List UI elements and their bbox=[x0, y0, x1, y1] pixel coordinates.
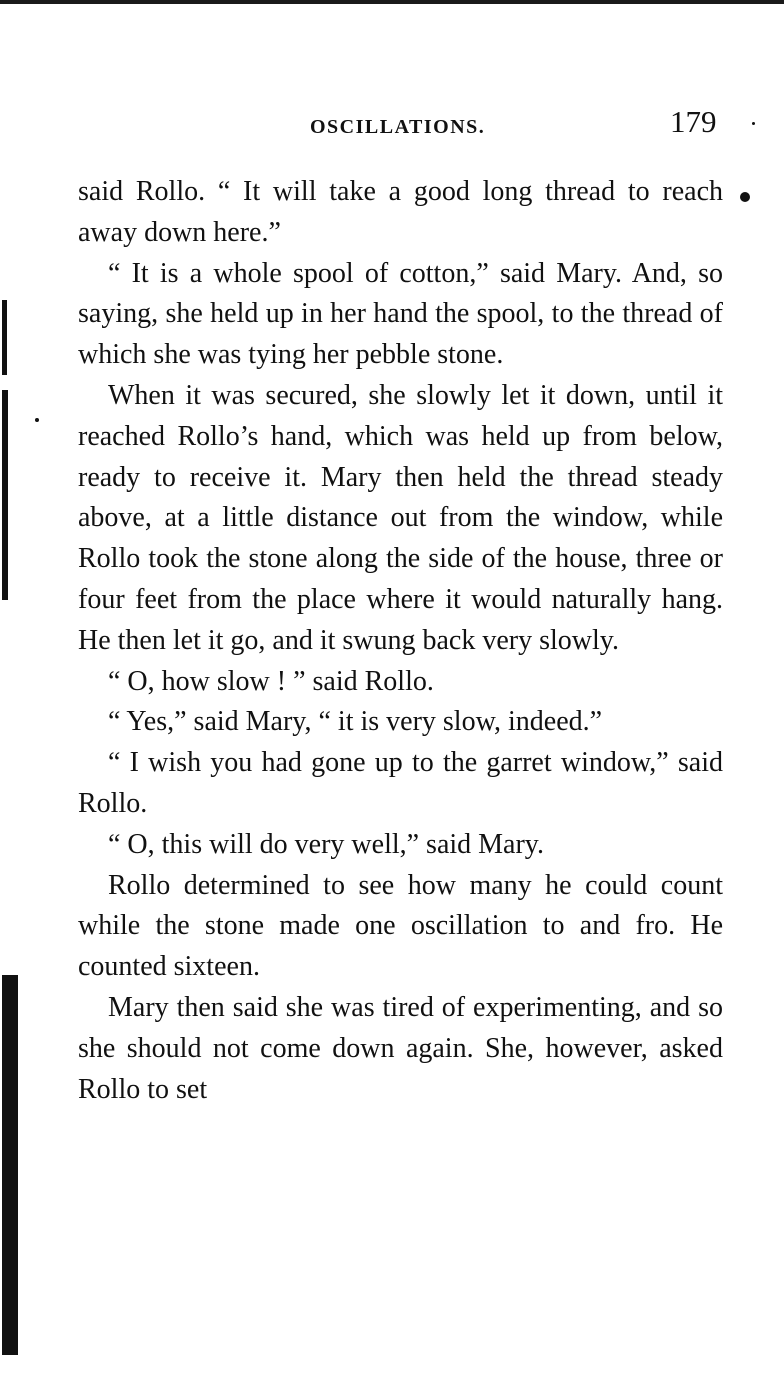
paragraph-8: Rollo determined to see how many he could count while the stone made one oscillation to and fro. He counted sixteen. bbox=[78, 869, 723, 983]
page-header bbox=[0, 104, 784, 154]
scan-edge-mark-3 bbox=[2, 975, 18, 1355]
scan-edge-mark-2 bbox=[2, 390, 8, 600]
scan-speck-1 bbox=[35, 418, 39, 422]
page-number: 179 bbox=[670, 104, 717, 139]
scan-speck-2 bbox=[740, 192, 750, 202]
scan-edge-mark-1 bbox=[2, 300, 7, 375]
page-top-edge bbox=[0, 0, 784, 4]
paragraph-3: When it was secured, she slowly let it down, until it reached Rollo’s hand, which was held up from below, ready to receive it. Mary then held the thread steady above, at a little distance out from the window, while Rollo took the stone along the side of the house, three or four feet from the place where it would naturally hang. He then let it go, and it swung back very slowly. bbox=[78, 379, 723, 656]
running-head: OSCILLATIONS. bbox=[310, 116, 486, 138]
body-text bbox=[78, 172, 723, 1110]
paragraph-1: said Rollo. “ It will take a good long thread to reach away down here.” bbox=[78, 176, 723, 248]
paragraph-9: Mary then said she was tired of experimenting, and so she should not come down again. She, however, asked Rollo to set bbox=[78, 991, 723, 1105]
paragraph-5: “ Yes,” said Mary, “ it is very slow, indeed.” bbox=[108, 706, 603, 738]
paragraph-4: “ O, how slow ! ” said Rollo. bbox=[108, 665, 434, 697]
paragraph-6: “ I wish you had gone up to the garret window,” said Rollo. bbox=[78, 747, 723, 819]
paragraph-2: “ It is a whole spool of cotton,” said Mary. And, so saying, she held up in her hand the spool, to the thread of which she was tying her pebble stone. bbox=[78, 257, 723, 371]
paragraph-7: “ O, this will do very well,” said Mary. bbox=[108, 828, 544, 860]
